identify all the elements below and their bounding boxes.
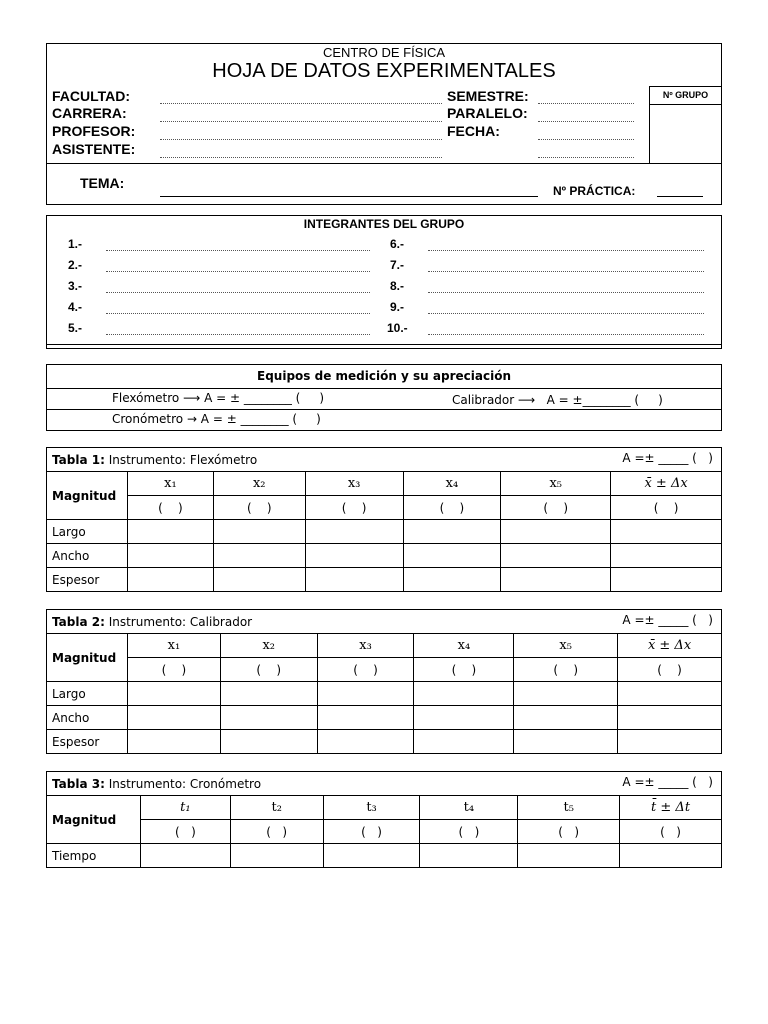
- tabla-3-unit[interactable]: ( ): [323, 820, 420, 844]
- equipo-flexometro: Flexómetro ⟶ A = ± ________ ( ): [112, 391, 325, 405]
- integrante-9: 9.-: [390, 300, 405, 314]
- data-cell[interactable]: [127, 682, 220, 706]
- tabla-3-col-t5: t₅: [518, 796, 620, 820]
- data-cell[interactable]: [305, 520, 403, 544]
- integrante-5: 5.-: [68, 321, 83, 335]
- tabla-1-row-ancho: Ancho: [47, 544, 128, 568]
- integrante-8-line[interactable]: [428, 292, 704, 293]
- equipos-title: Equipos de medición y su apreciación: [257, 369, 511, 383]
- page-title: HOJA DE DATOS EXPERIMENTALES: [212, 60, 556, 82]
- integrantes-title: INTEGRANTES DEL GRUPO: [303, 217, 465, 231]
- table-row: [47, 844, 722, 868]
- tema-line[interactable]: [160, 196, 538, 197]
- data-cell[interactable]: [514, 682, 618, 706]
- data-cell[interactable]: [220, 730, 317, 754]
- data-cell[interactable]: [618, 730, 722, 754]
- tabla-2-col-x4: x₄: [414, 634, 514, 658]
- data-cell[interactable]: [611, 520, 722, 544]
- centro-label: CENTRO DE FÍSICA: [322, 45, 446, 60]
- tabla-1-col-x3: x₃: [305, 472, 403, 496]
- integrantes-bottom-line: [46, 344, 722, 345]
- tabla-2-col-x3: x₃: [317, 634, 414, 658]
- profesor-line[interactable]: [160, 139, 442, 140]
- field-profesor: PROFESOR:: [52, 123, 136, 139]
- tabla-1-col-x1: x₁: [127, 472, 213, 496]
- data-cell[interactable]: [403, 520, 501, 544]
- tabla-2-unit[interactable]: ( ): [618, 658, 722, 682]
- integrante-7-line[interactable]: [428, 271, 704, 272]
- tabla-2-unit[interactable]: ( ): [414, 658, 514, 682]
- fecha-line[interactable]: [538, 139, 634, 140]
- tabla-1-unit[interactable]: ( ): [501, 496, 611, 520]
- data-cell[interactable]: [213, 544, 305, 568]
- data-cell[interactable]: [618, 682, 722, 706]
- tabla-2-unit[interactable]: ( ): [220, 658, 317, 682]
- tabla-2-col-x2: x₂: [220, 634, 317, 658]
- data-cell[interactable]: [611, 544, 722, 568]
- data-cell[interactable]: [620, 844, 722, 868]
- data-cell[interactable]: [611, 568, 722, 592]
- data-cell[interactable]: [414, 682, 514, 706]
- tabla-2-instrument: Instrumento: Calibrador: [104, 614, 253, 629]
- tabla-1-unit[interactable]: ( ): [611, 496, 722, 520]
- practica-label: Nº PRÁCTICA:: [553, 184, 636, 198]
- integrante-6-line[interactable]: [428, 250, 704, 251]
- data-cell[interactable]: [127, 544, 213, 568]
- table-row: [47, 520, 722, 544]
- grupo-label: Nº GRUPO: [662, 90, 709, 100]
- tabla-1-row-espesor: Espesor: [47, 568, 128, 592]
- data-cell[interactable]: [220, 682, 317, 706]
- tabla-2: [46, 609, 722, 754]
- data-cell[interactable]: [403, 568, 501, 592]
- tabla-1-apreciacion: A =± _____ ( ): [622, 451, 713, 465]
- tabla-3-apreciacion: A =± _____ ( ): [622, 775, 713, 789]
- tabla-3-row-tiempo: Tiempo: [47, 844, 141, 868]
- tabla-3-unit[interactable]: ( ): [420, 820, 518, 844]
- table-row: [47, 730, 722, 754]
- tabla-1-row-largo: Largo: [47, 520, 128, 544]
- extra-line: [538, 157, 634, 158]
- data-cell[interactable]: [213, 568, 305, 592]
- integrante-3: 3.-: [68, 279, 83, 293]
- tabla-2-row-largo: Largo: [47, 682, 128, 706]
- tabla-3-instrument: Instrumento: Cronómetro: [104, 776, 262, 791]
- asistente-line[interactable]: [160, 157, 442, 158]
- data-cell[interactable]: [501, 520, 611, 544]
- tabla-2-label: Tabla 2:: [52, 614, 105, 629]
- tabla-1-unit[interactable]: ( ): [213, 496, 305, 520]
- tabla-2-unit[interactable]: ( ): [127, 658, 220, 682]
- carrera-line[interactable]: [160, 121, 442, 122]
- data-cell[interactable]: [514, 730, 618, 754]
- data-cell[interactable]: [518, 844, 620, 868]
- tabla-3-unit[interactable]: ( ): [518, 820, 620, 844]
- data-cell[interactable]: [127, 520, 213, 544]
- tabla-1-unit[interactable]: ( ): [127, 496, 213, 520]
- tabla-1-col-x5: x₅: [501, 472, 611, 496]
- integrante-6: 6.-: [390, 237, 405, 251]
- field-paralelo: PARALELO:: [447, 105, 528, 121]
- table-row: [47, 568, 722, 592]
- data-cell[interactable]: [501, 544, 611, 568]
- tabla-3: [46, 771, 722, 868]
- field-facultad: FACULTAD:: [52, 88, 131, 104]
- data-cell[interactable]: [230, 844, 323, 868]
- data-cell[interactable]: [127, 730, 220, 754]
- tabla-3-unit[interactable]: ( ): [230, 820, 323, 844]
- facultad-line[interactable]: [160, 103, 442, 104]
- tabla-1-col-x2: x₂: [213, 472, 305, 496]
- tabla-3-caption: [47, 772, 722, 796]
- tabla-2-unit[interactable]: ( ): [514, 658, 618, 682]
- data-cell[interactable]: [501, 568, 611, 592]
- integrante-8: 8.-: [390, 279, 405, 293]
- data-cell[interactable]: [317, 706, 414, 730]
- data-cell[interactable]: [403, 544, 501, 568]
- data-cell[interactable]: [317, 730, 414, 754]
- grupo-header-line: [649, 104, 722, 105]
- integrante-3-line[interactable]: [106, 292, 370, 293]
- tabla-2-col-x1: x₁: [127, 634, 220, 658]
- equipos-divider: [46, 388, 722, 389]
- data-cell[interactable]: [127, 568, 213, 592]
- tema-label: TEMA:: [80, 175, 125, 191]
- tema-divider: [46, 163, 722, 164]
- table-row: [47, 682, 722, 706]
- data-cell[interactable]: [305, 544, 403, 568]
- tabla-3-label: Tabla 3:: [52, 776, 105, 791]
- field-asistente: ASISTENTE:: [52, 141, 136, 157]
- tabla-1-col-mean: x̄ ± Δx: [611, 472, 722, 496]
- tabla-1-magnitud: Magnitud: [47, 472, 128, 520]
- tabla-3-col-t4: t₄: [420, 796, 518, 820]
- integrante-1: 1.-: [68, 237, 83, 251]
- tabla-1-unit[interactable]: ( ): [403, 496, 501, 520]
- tabla-2-caption: [47, 610, 722, 634]
- integrante-5-line[interactable]: [106, 334, 370, 335]
- tabla-2-col-x5: x₅: [514, 634, 618, 658]
- integrante-10-line[interactable]: [428, 334, 704, 335]
- integrante-2: 2.-: [68, 258, 83, 272]
- tabla-2-apreciacion: A =± _____ ( ): [622, 613, 713, 627]
- equipo-calibrador: Calibrador ⟶ A = ±________ ( ): [452, 393, 663, 407]
- tabla-1-caption: [47, 448, 722, 472]
- data-cell[interactable]: [127, 706, 220, 730]
- tabla-3-col-t2: t₂: [230, 796, 323, 820]
- data-cell[interactable]: [618, 706, 722, 730]
- integrante-9-line[interactable]: [428, 313, 704, 314]
- field-semestre: SEMESTRE:: [447, 88, 529, 104]
- tabla-1: [46, 447, 722, 592]
- integrante-4: 4.-: [68, 300, 83, 314]
- semestre-line[interactable]: [538, 103, 634, 104]
- tabla-1-col-x4: x₄: [403, 472, 501, 496]
- equipo-cronometro: Cronómetro → A = ± ________ ( ): [112, 412, 321, 426]
- data-cell[interactable]: [414, 730, 514, 754]
- data-cell[interactable]: [140, 844, 230, 868]
- data-cell[interactable]: [514, 706, 618, 730]
- practica-line[interactable]: [657, 196, 703, 197]
- table-row: [47, 544, 722, 568]
- field-fecha: FECHA:: [447, 123, 500, 139]
- tabla-3-col-t1: t₁: [140, 796, 230, 820]
- integrante-10: 10.-: [387, 321, 408, 335]
- tabla-3-unit[interactable]: ( ): [620, 820, 722, 844]
- field-carrera: CARRERA:: [52, 105, 127, 121]
- tabla-1-unit[interactable]: ( ): [305, 496, 403, 520]
- tabla-2-row-espesor: Espesor: [47, 730, 128, 754]
- equipos-divider-2: [46, 409, 722, 410]
- tabla-1-label: Tabla 1:: [52, 452, 105, 467]
- integrantes-box: [46, 215, 722, 349]
- data-cell[interactable]: [213, 520, 305, 544]
- data-cell[interactable]: [420, 844, 518, 868]
- data-cell[interactable]: [323, 844, 420, 868]
- integrante-2-line[interactable]: [106, 271, 370, 272]
- integrante-4-line[interactable]: [106, 313, 370, 314]
- tabla-1-instrument: Instrumento: Flexómetro: [104, 452, 258, 467]
- integrante-7: 7.-: [390, 258, 405, 272]
- tabla-2-unit[interactable]: ( ): [317, 658, 414, 682]
- tabla-3-unit[interactable]: ( ): [140, 820, 230, 844]
- data-cell[interactable]: [305, 568, 403, 592]
- tabla-2-magnitud: Magnitud: [47, 634, 128, 682]
- paralelo-line[interactable]: [538, 121, 634, 122]
- tabla-3-magnitud: Magnitud: [47, 796, 141, 844]
- data-cell[interactable]: [317, 682, 414, 706]
- data-cell[interactable]: [414, 706, 514, 730]
- tabla-3-col-t3: t₃: [323, 796, 420, 820]
- tabla-3-col-mean: t̄ ± Δt: [620, 796, 722, 820]
- tabla-2-col-mean: x̄ ± Δx: [618, 634, 722, 658]
- tabla-2-row-ancho: Ancho: [47, 706, 128, 730]
- integrante-1-line[interactable]: [106, 250, 370, 251]
- table-row: [47, 706, 722, 730]
- data-cell[interactable]: [220, 706, 317, 730]
